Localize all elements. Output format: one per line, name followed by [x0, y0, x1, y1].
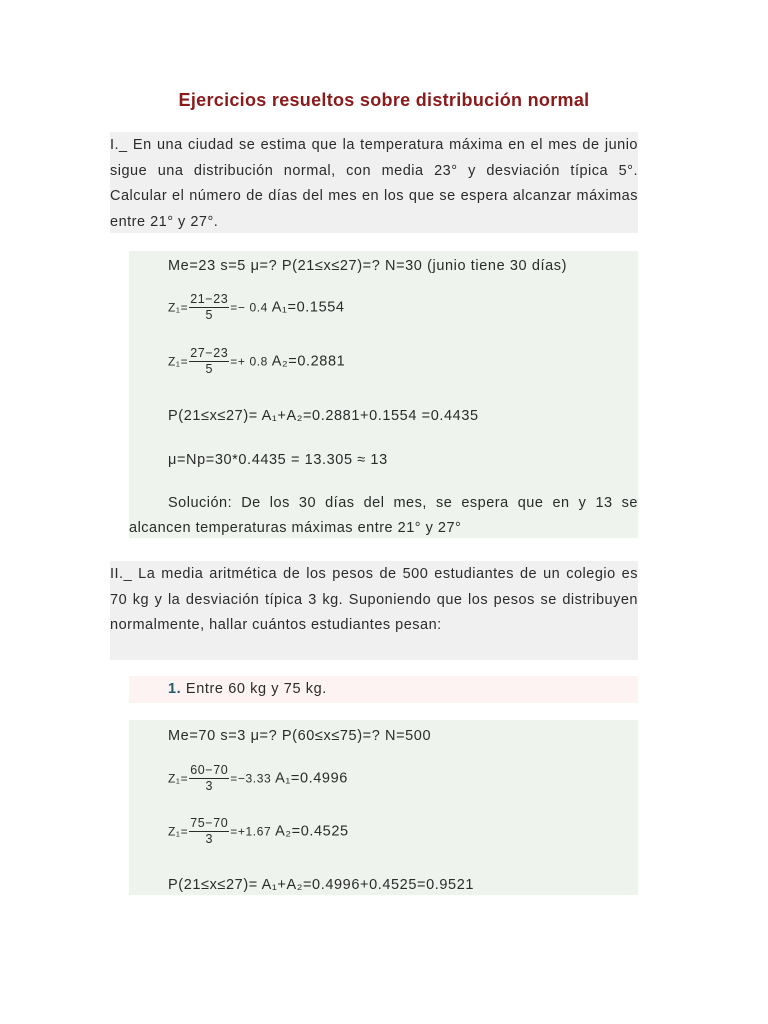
exercise-2-step-1 [129, 676, 638, 703]
exercise-2-given: Me=70 s=3 μ=? P(60≤x≤75)=? N=500 [168, 728, 432, 744]
page-title: Ejercicios resueltos sobre distribución normal [178, 90, 590, 110]
z1-denominator: 5 [205, 308, 214, 322]
exercise-1-z1 [168, 292, 345, 323]
exercise-1-mu: μ=Np=30*0.4435 = 13.305 ≈ 13 [168, 452, 388, 468]
exercise-2-text: II._ La media aritmética de los pesos de 500 estudiantes de un colegio es 70 kg y la desviación típica 3 kg. Suponiendo que los pesos se distribuyen normalmente, hallar cuántos estudiantes pesan: [110, 566, 638, 633]
z1-numerator: 60−70 [190, 763, 229, 777]
z1-numerator: 21−23 [190, 292, 229, 306]
z2-denominator: 3 [205, 832, 214, 846]
z1-area: A₁=0.1554 [271, 299, 345, 316]
z1-denominator: 3 [205, 779, 214, 793]
z2-result: =+ 0.8 [230, 354, 268, 369]
exercise-1-given: Me=23 s=5 μ=? P(21≤x≤27)=? N=30 (junio tiene 30 días) [168, 258, 568, 274]
z1-label: Z₁= [168, 300, 189, 315]
exercise-2-statement [110, 561, 638, 660]
z2-numerator: 27−23 [190, 346, 229, 360]
exercise-1-statement [110, 132, 638, 233]
z1-fraction [189, 292, 229, 323]
exercise-2-probability: P(21≤x≤27)= A₁+A₂=0.4996+0.4525=0.9521 [168, 877, 475, 893]
z2-numerator: 75−70 [190, 816, 229, 830]
z2-fraction [189, 816, 229, 847]
z2-label: Z₁= [168, 824, 189, 839]
step-number: 1. [168, 681, 182, 697]
exercise-1-probability: P(21≤x≤27)= A₁+A₂=0.2881+0.1554 =0.4435 [168, 408, 479, 424]
z1-area: A₁=0.4996 [275, 770, 348, 787]
exercise-2-z2 [168, 816, 349, 847]
z1-result: =−3.33 [230, 771, 272, 786]
z2-denominator: 5 [205, 362, 214, 376]
z1-label: Z₁= [168, 771, 189, 786]
exercise-1-text: I._ En una ciudad se estima que la temperatura máxima en el mes de junio sigue una distribución normal, con media 23° y desviación típica 5°. Calcular el número de días del mes en los que se espera alcanzar máximas entre 21° y 27°. [110, 137, 638, 230]
exercise-1-solution-box [129, 251, 638, 538]
z2-area: A₂=0.4525 [275, 823, 349, 840]
z1-result: =− 0.4 [230, 300, 268, 315]
exercise-2-solution-box [129, 720, 638, 895]
z2-result: =+1.67 [230, 824, 272, 839]
z2-fraction [189, 346, 229, 377]
z1-fraction [189, 763, 229, 794]
step-text: Entre 60 kg y 75 kg. [181, 681, 327, 697]
z2-label: Z₁= [168, 354, 189, 369]
exercise-1-solution-text: Solución: De los 30 días del mes, se espera que en y 13 se alcancen temperaturas máximas entre 21° y 27° [129, 495, 638, 536]
exercise-1-z2 [168, 346, 345, 377]
z2-area: A₂=0.2881 [271, 353, 346, 370]
exercise-2-z1 [168, 763, 348, 794]
step-1-line [168, 681, 327, 697]
